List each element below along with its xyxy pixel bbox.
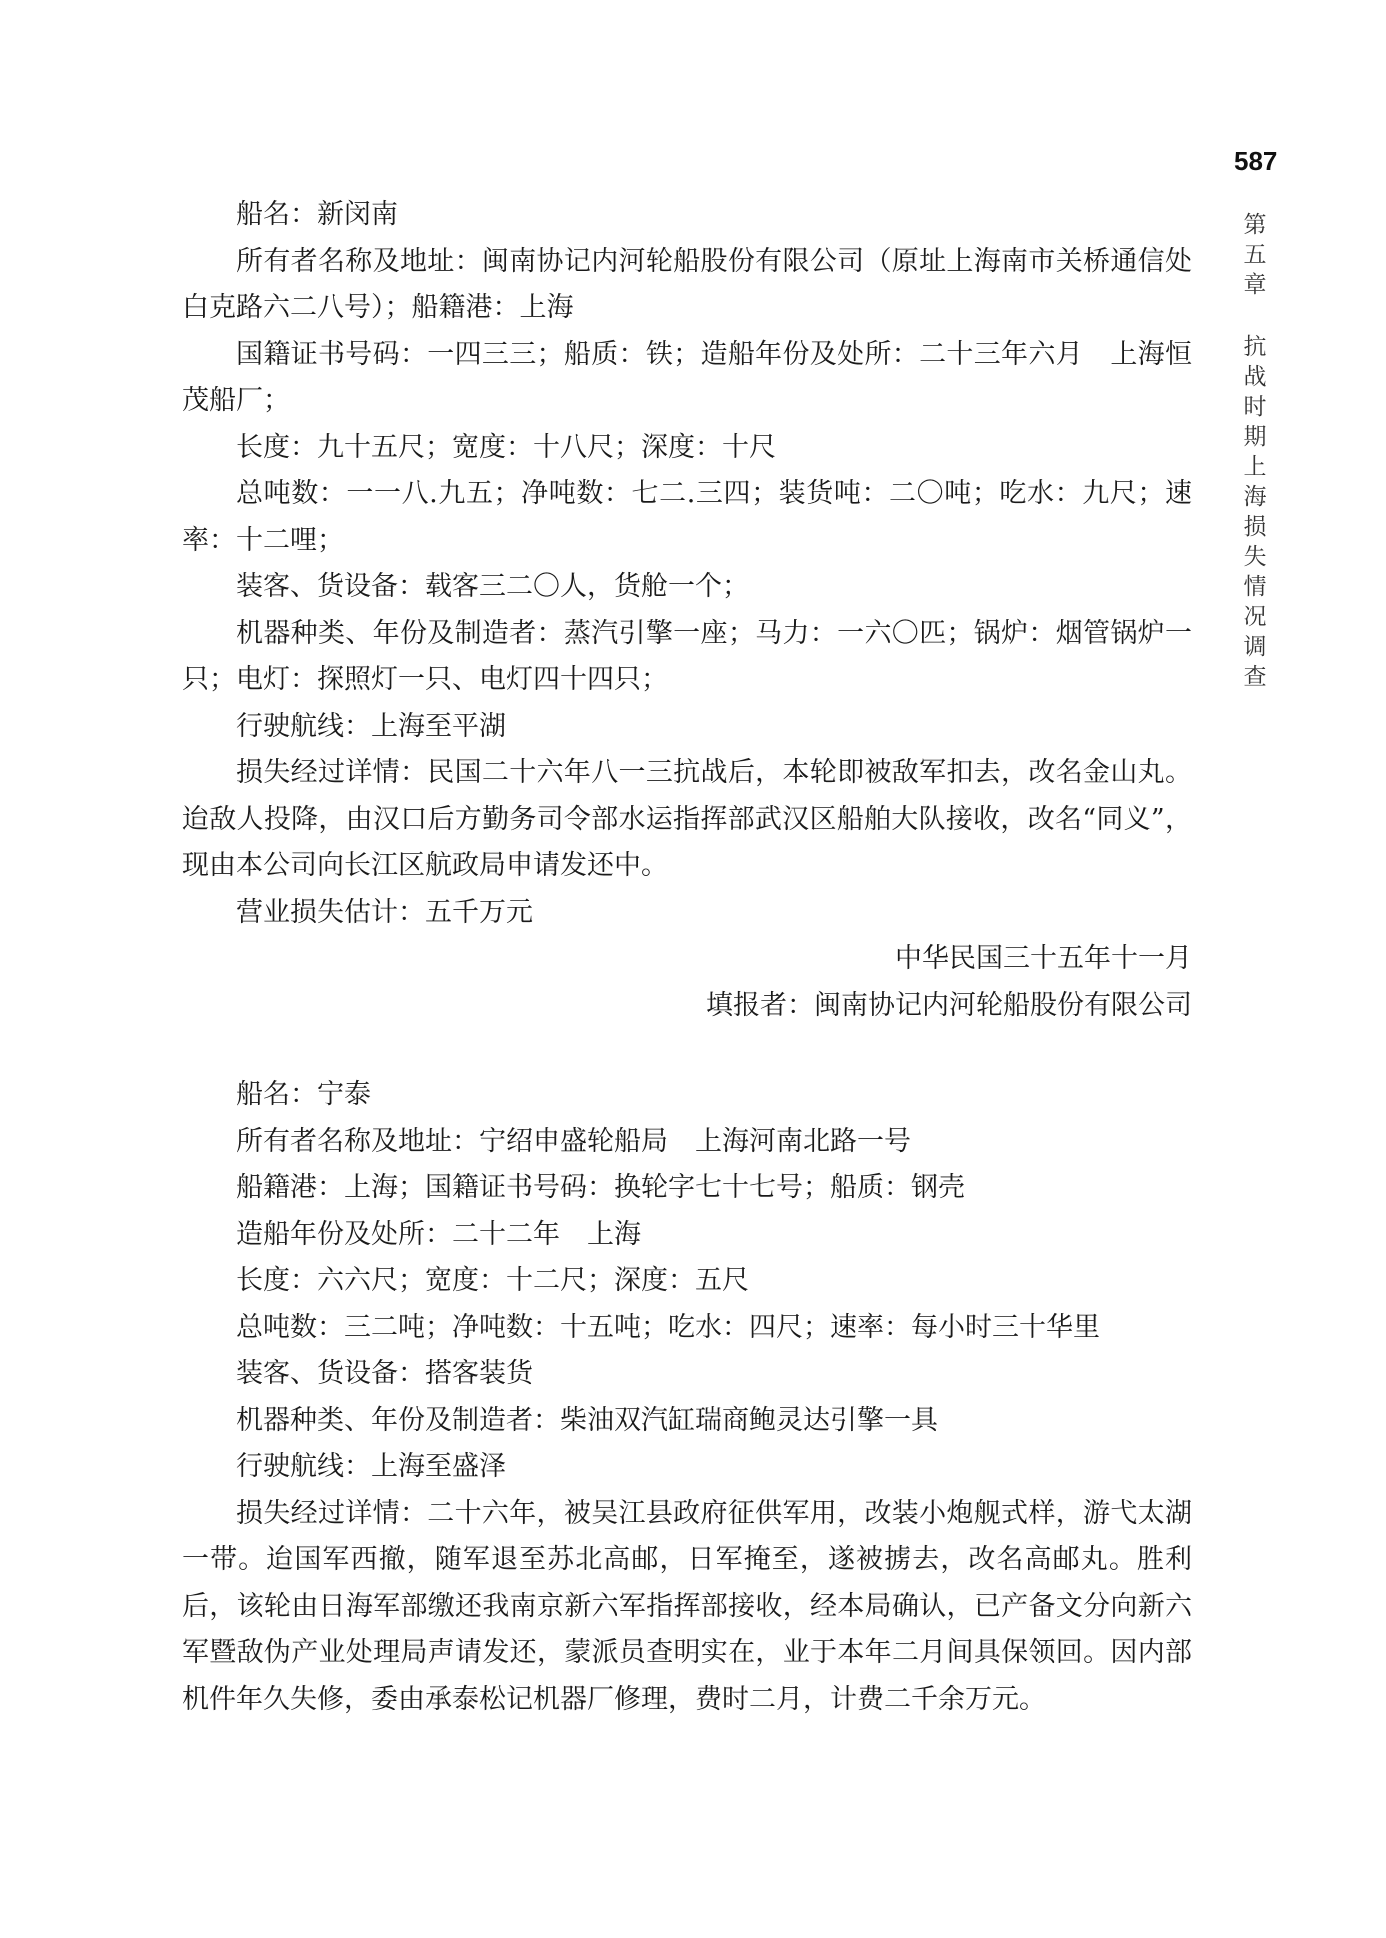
side-char: 况 bbox=[1243, 604, 1267, 630]
page-number: 587 bbox=[1234, 146, 1278, 176]
side-char: 章 bbox=[1243, 272, 1267, 298]
built-line: 造船年份及处所：二十二年 上海 bbox=[236, 1218, 641, 1250]
side-char: 战 bbox=[1243, 364, 1267, 390]
owner-line: 所有者名称及地址：闽南协记内河轮船股份有限公司（原址上海南市关桥通信处白克路六二八号）；船籍港：上海 bbox=[182, 245, 1192, 323]
side-char: 上 bbox=[1243, 454, 1267, 480]
side-char: 查 bbox=[1243, 664, 1267, 690]
capacity-line: 装客、货设备：搭客装货 bbox=[236, 1358, 533, 1389]
side-char: 第 bbox=[1243, 212, 1267, 238]
route-line: 行驶航线：上海至盛泽 bbox=[236, 1451, 506, 1482]
side-char: 五 bbox=[1243, 242, 1267, 268]
side-chapter bbox=[1238, 210, 1272, 300]
reporter-line: 填报者：闽南协记内河轮船股份有限公司 bbox=[706, 989, 1192, 1021]
dimensions-line: 长度：六六尺；宽度：十二尺；深度：五尺 bbox=[236, 1265, 749, 1296]
machinery-line: 机器种类、年份及制造者：蒸汽引擎一座；马力：一六〇匹；锅炉：烟管锅炉一只；电灯：探照灯一只、电灯四十四只； bbox=[182, 617, 1192, 695]
side-char: 时 bbox=[1243, 394, 1267, 420]
loss-details-line: 损失经过详情：民国二十六年八一三抗战后，本轮即被敌军扣去，改名金山丸。迨敌人投降，由汉口后方勤务司令部水运指挥部武汉区船舶大队接收，改名“同义”，现由本公司向长江区航政局申请发还中。 bbox=[182, 757, 1192, 881]
side-char: 抗 bbox=[1243, 334, 1267, 360]
dimensions-line: 长度：九十五尺；宽度：十八尺；深度：十尺 bbox=[236, 431, 776, 463]
machinery-line: 机器种类、年份及制造者：柴油双汽缸瑞商鲍灵达引擎一具 bbox=[236, 1404, 938, 1436]
side-section-title bbox=[1238, 332, 1272, 692]
side-char: 调 bbox=[1243, 634, 1267, 660]
side-gap bbox=[1238, 300, 1272, 332]
side-char: 海 bbox=[1243, 484, 1267, 510]
owner-line: 所有者名称及地址：宁绍申盛轮船局 上海河南北路一号 bbox=[236, 1125, 911, 1157]
side-char: 情 bbox=[1243, 574, 1267, 600]
loss-details-line: 损失经过详情：二十六年，被吴江县政府征供军用，改装小炮舰式样，游弋太湖一带。迨国军西撤，随军退至苏北高邮，日军掩至，遂被掳去，改名高邮丸。胜利后，该轮由日海军部缴还我南京新六军指挥部接收，经本局确认，已产备文分向新六军暨敌伪产业处理局声请发还，蒙派员查明实在，业于本年二月间具保领回。因内部机件年久失修，委由承泰松记机器厂修理，费时二月，计费二千余万元。 bbox=[182, 1497, 1192, 1715]
tonnage-line: 总吨数：三二吨；净吨数：十五吨；吃水：四尺；速率：每小时三十华里 bbox=[236, 1311, 1100, 1343]
loss-estimate-line: 营业损失估计：五千万元 bbox=[236, 896, 533, 928]
side-char: 失 bbox=[1243, 544, 1267, 570]
record-xinminnan bbox=[182, 192, 1192, 1029]
route-line: 行驶航线：上海至平湖 bbox=[236, 710, 506, 742]
tonnage-line: 总吨数：一一八.九五；净吨数：七二.三四；装货吨：二〇吨；吃水：九尺；速率：十二哩； bbox=[182, 478, 1192, 556]
registry-line: 船籍港：上海；国籍证书号码：换轮字七十七号；船质：钢壳 bbox=[236, 1172, 965, 1203]
ship-name-line: 船名：新闵南 bbox=[236, 199, 398, 230]
capacity-line: 装客、货设备：载客三二〇人，货舱一个； bbox=[236, 571, 749, 602]
record-ningtai bbox=[182, 1072, 1192, 1723]
side-char: 期 bbox=[1243, 424, 1267, 450]
running-header bbox=[1238, 210, 1272, 692]
side-char: 损 bbox=[1243, 514, 1267, 540]
report-date: 中华民国三十五年十一月 bbox=[895, 943, 1192, 974]
ship-name-line: 船名：宁泰 bbox=[236, 1079, 371, 1110]
registry-line: 国籍证书号码：一四三三；船质：铁；造船年份及处所：二十三年六月 上海恒茂船厂； bbox=[182, 338, 1192, 416]
